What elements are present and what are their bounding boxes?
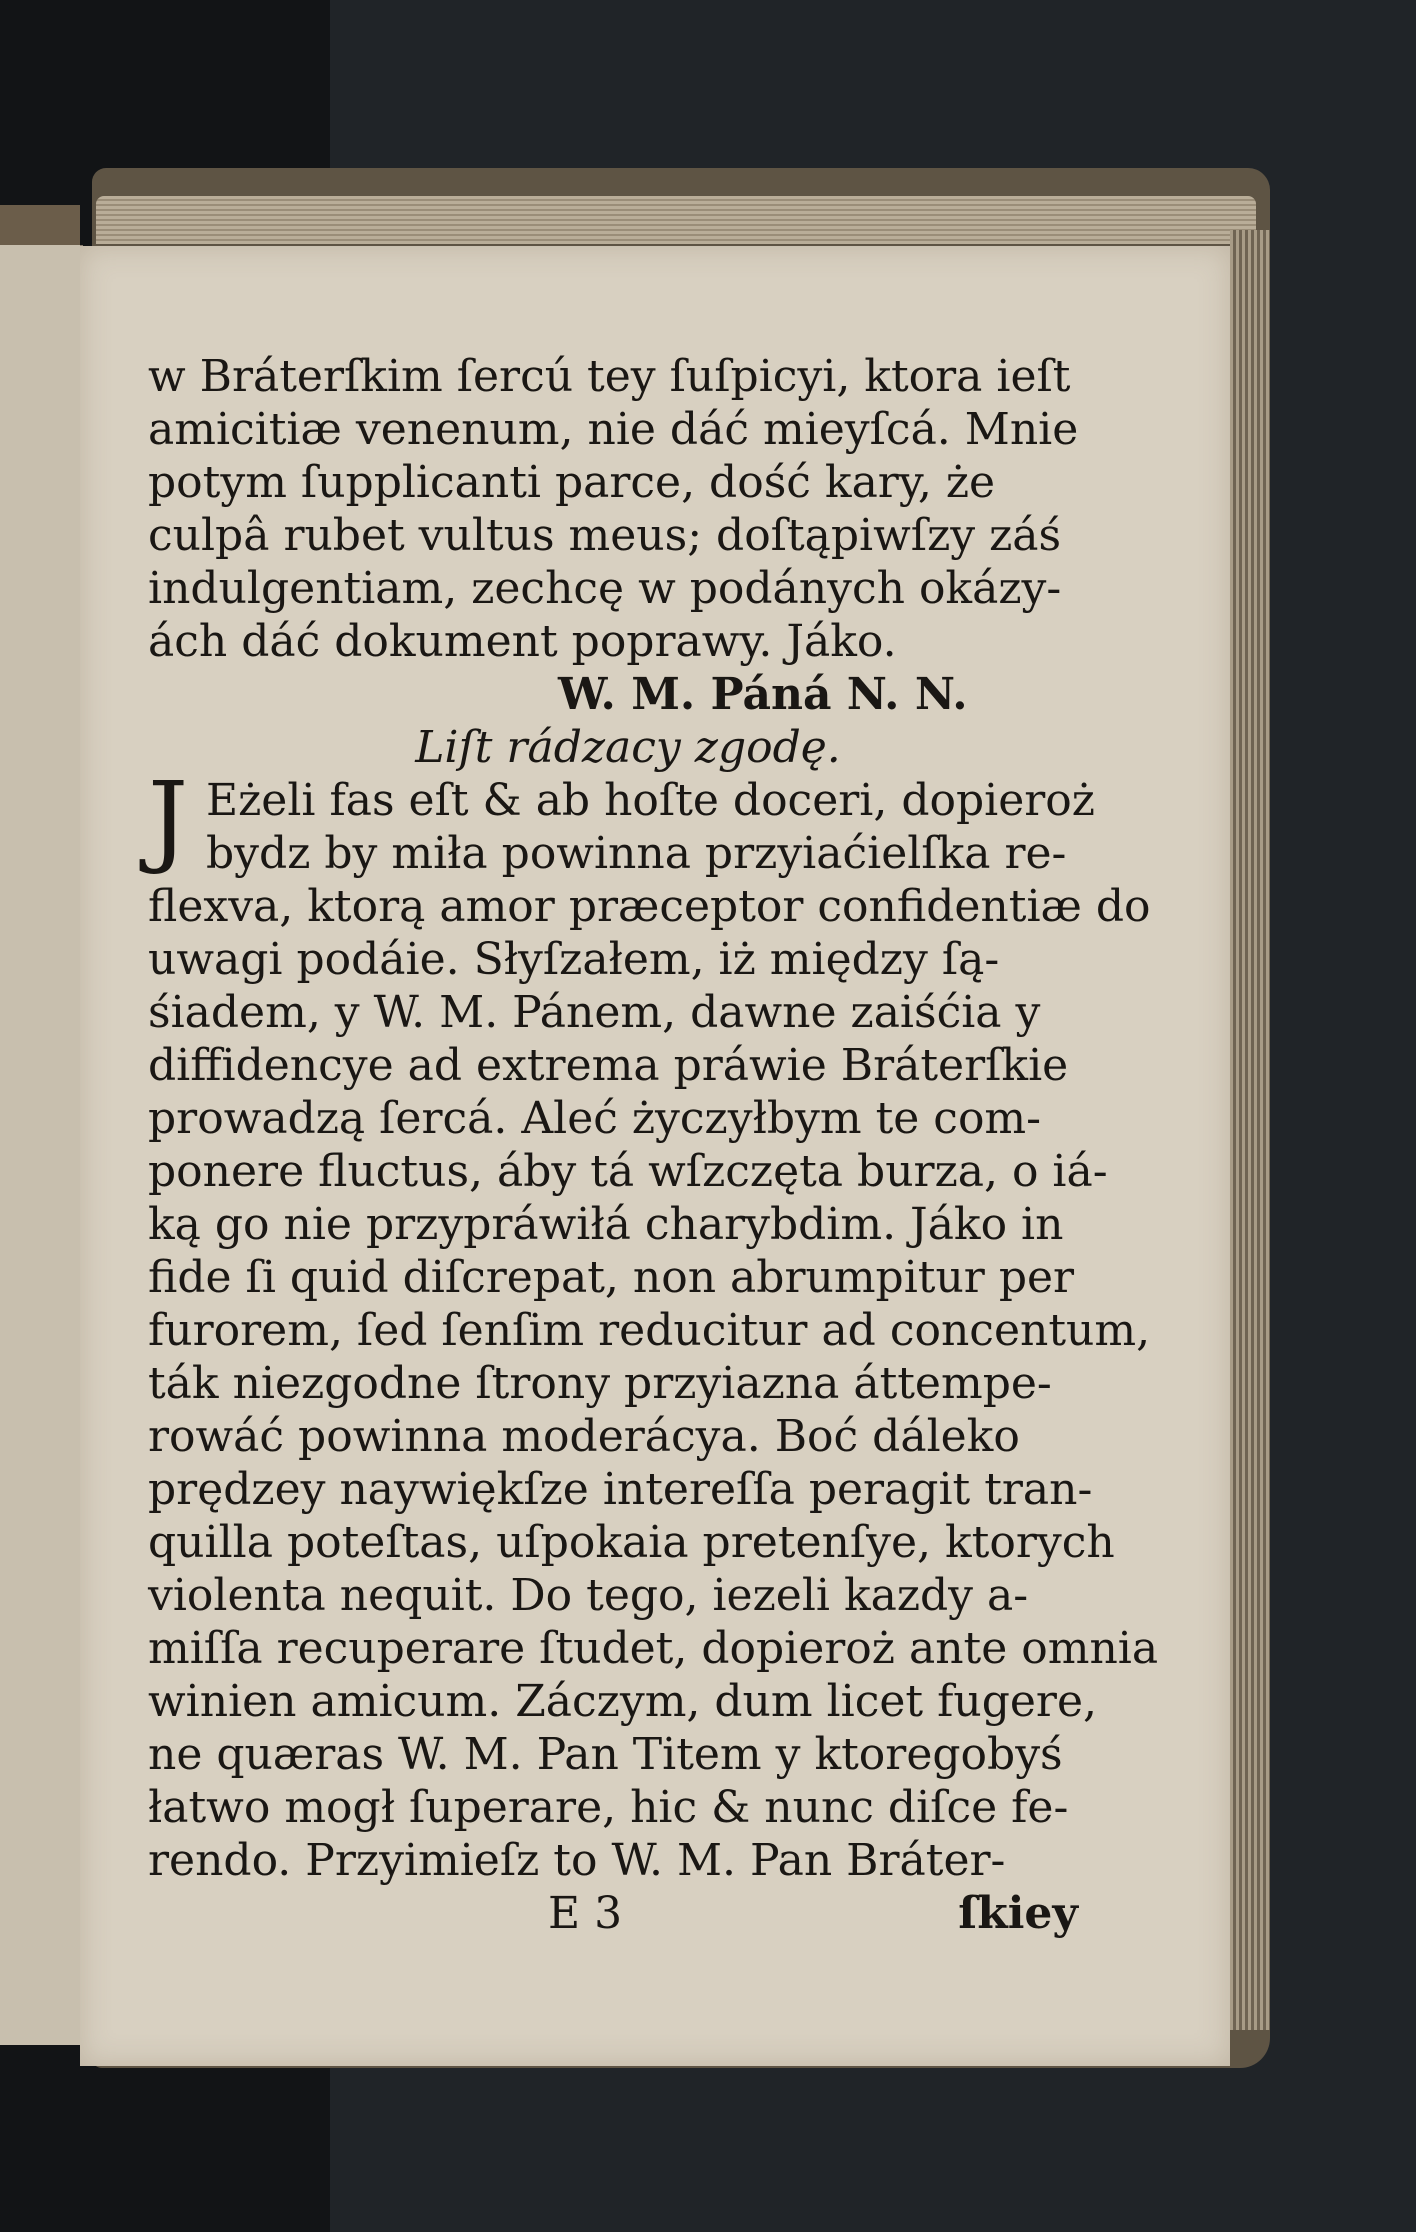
- text-line: bydz by miła powinna przyiaćielſka re-: [206, 828, 1067, 879]
- text-line: rendo. Przyimieſz to W. M. Pan Bráter-: [148, 1835, 1006, 1886]
- text-line: potym ſupplicanti parce, dość kary, że: [148, 457, 996, 508]
- top-page-edges: [96, 196, 1256, 244]
- text-line: furorem, ſed ſenſim reducitur ad concentum,: [148, 1305, 1151, 1356]
- drop-capital: J: [148, 760, 189, 877]
- text-line: miſſa recuperare ſtudet, dopieroż ante omnia: [148, 1623, 1159, 1674]
- text-line: prowadzą ſercá. Aleć życzyłbym te com-: [148, 1093, 1042, 1144]
- text-line: w Bráterſkim ſercú tey ſuſpicyi, ktora ieſt: [148, 351, 1071, 402]
- text-line: amicitiæ venenum, nie dáć mieyſcá. Mnie: [148, 404, 1079, 455]
- signature-mark: E 3: [548, 1888, 623, 1939]
- text-line: śiadem, y W. M. Pánem, dawne zaiśćia y: [148, 987, 1041, 1038]
- text-line: violenta nequit. Do tego, iezeli kazdy a-: [148, 1570, 1029, 1621]
- text-line: ách dáć dokument poprawy. Jáko.: [148, 616, 897, 667]
- text-line: fide ſi quid diſcrepat, non abrumpitur per: [148, 1252, 1075, 1303]
- text-line: quilla poteſtas, uſpokaia pretenſye, ktorych: [148, 1517, 1115, 1568]
- text-line: rowáć powinna moderácya. Boć dáleko: [148, 1411, 1020, 1462]
- right-page-edges: [1230, 230, 1270, 2030]
- text-line: ták niezgodne ſtrony przyiazna áttempe-: [148, 1358, 1052, 1409]
- letter-heading: Liſt rádzacy zgodę.: [415, 722, 841, 773]
- text-line: culpâ rubet vultus meus; doſtąpiwſzy záś: [148, 510, 1062, 561]
- text-line: prędzey naywiękſze intereſſa peragit tran-: [148, 1464, 1093, 1515]
- signature: W. M. Páná N. N.: [558, 669, 968, 720]
- left-page-fragment: [0, 245, 83, 2045]
- page-footer: [148, 1887, 1108, 1940]
- catchword: ſkiey: [958, 1888, 1078, 1939]
- text-line: winien amicum. Záczym, dum licet fugere,: [148, 1676, 1097, 1727]
- text-line: ne quæras W. M. Pan Titem y ktoregobyś: [148, 1729, 1063, 1780]
- text-line: Eżeli fas eſt & ab hoſte doceri, dopieroż: [206, 775, 1095, 826]
- text-line: diffidencye ad extrema práwie Bráterſkie: [148, 1040, 1069, 1091]
- page-text: [148, 350, 1159, 1940]
- text-line: łatwo mogł ſuperare, hic & nunc diſce fe-: [148, 1782, 1069, 1833]
- text-line: indulgentiam, zechcę w podánych okázy-: [148, 563, 1062, 614]
- left-page-edge: [0, 205, 80, 250]
- text-line: uwagi podáie. Słyſzałem, iż między ſą-: [148, 934, 1000, 985]
- text-line: flexva, ktorą amor præceptor confidentiæ do: [148, 881, 1151, 932]
- text-line: ką go nie przypráwiłá charybdim. Jáko in: [148, 1199, 1064, 1250]
- first-paragraph: [148, 760, 1108, 880]
- text-line: ponere fluctus, áby tá wſzczęta burza, o iá-: [148, 1146, 1108, 1197]
